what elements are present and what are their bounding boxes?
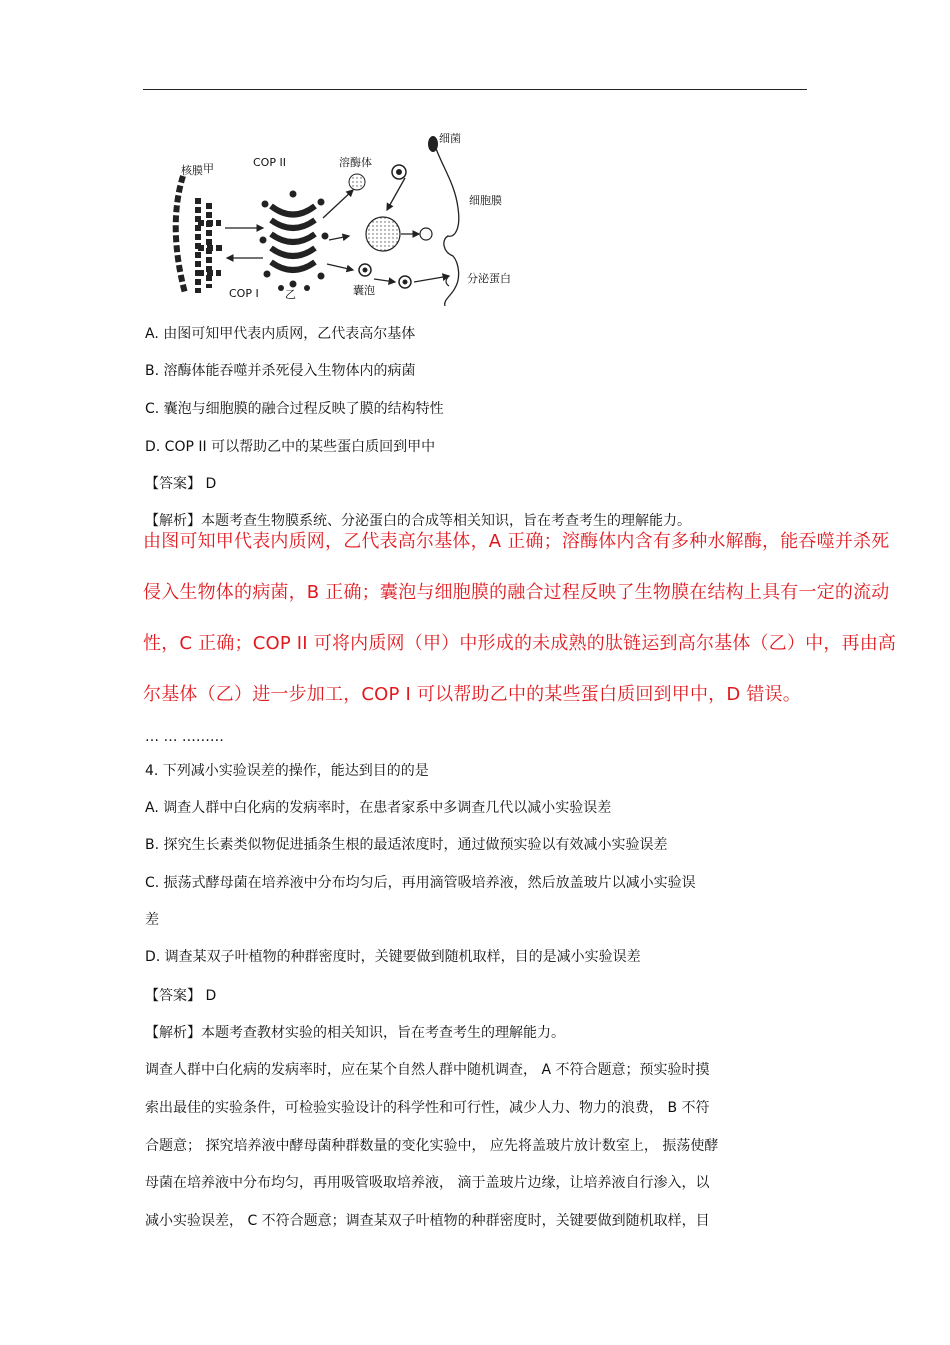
q4-option-b: B. 探究生长素类似物促进插条生根的最适浓度时，通过做预实验以有效减小实验误差	[145, 837, 668, 853]
q3-option-b: B. 溶酶体能吞噬并杀死侵入生物体内的病菌	[145, 363, 416, 379]
red-line: 性，C 正确；COP II 可将内质网（甲）中形成的未成熟的肽链运到高尔基体（乙）中，再由高	[143, 633, 897, 654]
red-line: 侵入生物体的病菌，B 正确；囊泡与细胞膜的融合过程反映了生物膜在结构上具有一定的流动	[143, 582, 890, 603]
header-rule	[143, 89, 807, 90]
q3-answer: 【答案】 D	[145, 476, 217, 492]
q4-option-c-cont: 差	[145, 912, 159, 928]
label-cop1: COP I	[229, 287, 259, 300]
nuclear-membrane-shape	[176, 176, 185, 293]
label-bacteria: 细菌	[439, 132, 461, 145]
ellipsis: … … ………	[145, 729, 224, 745]
q4-stem: 4. 下列减小实验误差的操作，能达到目的的是	[145, 763, 429, 779]
lysosome-shape	[349, 174, 365, 190]
label-secretory-protein: 分泌蛋白	[467, 272, 511, 285]
q3-option-a: A. 由图可知甲代表内质网，乙代表高尔基体	[145, 326, 416, 342]
red-line: 尔基体（乙）进一步加工，COP I 可以帮助乙中的某些蛋白质回到甲中，D 错误。	[143, 684, 801, 705]
cell-membrane-shape	[435, 146, 459, 306]
label-cell-membrane: 细胞膜	[469, 194, 502, 207]
q3-option-d: D. COP II 可以帮助乙中的某些蛋白质回到甲中	[145, 439, 436, 455]
large-vesicle-shape	[366, 217, 400, 251]
q4-answer: 【答案】 D	[145, 988, 217, 1004]
q4-option-a: A. 调查人群中白化病的发病率时，在患者家系中多调查几代以减小实验误差	[145, 800, 612, 816]
er-shape	[198, 198, 223, 293]
red-line: 由图可知甲代表内质网，乙代表高尔基体，A 正确；溶酶体内含有多种水解酶，能吞噬并杀死	[143, 531, 890, 552]
label-nuclear-membrane: 核膜	[181, 164, 203, 177]
golgi-shape	[260, 191, 329, 292]
q4-option-d: D. 调查某双子叶植物的种群密度时，关键要做到随机取样，目的是减小实验误差	[145, 949, 641, 965]
label-yi: 乙	[285, 288, 296, 301]
q4-body-line: 调查人群中白化病的发病率时，应在某个自然人群中随机调查， A 不符合题意；预实验时摸	[145, 1062, 710, 1078]
q4-option-c: C. 振荡式酵母菌在培养液中分布均匀后，再用滴管吸培养液，然后放盖玻片以减小实验误	[145, 875, 696, 891]
q4-body-line: 合题意； 探究培养液中酵母菌种群数量的变化实验中， 应先将盖玻片放计数室上， 振荡使酵	[145, 1138, 719, 1154]
q3-option-c: C. 囊泡与细胞膜的融合过程反映了膜的结构特性	[145, 401, 444, 417]
q4-body-line: 索出最佳的实验条件，可检验实验设计的科学性和可行性，减少人力、物力的浪费， B 不符	[145, 1100, 710, 1116]
q4-body-line: 减小实验误差， C 不符合题意；调查某双子叶植物的种群密度时，关键要做到随机取样，目	[145, 1213, 710, 1229]
label-vesicle: 囊泡	[353, 284, 375, 297]
label-jia: 甲	[203, 162, 214, 175]
q3-analysis: 【解析】本题考查生物膜系统、分泌蛋白的合成等相关知识，旨在考查考生的理解能力。	[145, 513, 691, 529]
cell-transport-diagram	[143, 128, 528, 306]
q4-analysis: 【解析】本题考查教材实验的相关知识，旨在考查考生的理解能力。	[145, 1025, 565, 1041]
q3-red-explanation	[143, 531, 896, 735]
label-cop2: COP II	[253, 156, 286, 169]
q4-body-line: 母菌在培养液中分布均匀，再用吸管吸取培养液， 滴于盖玻片边缘，让培养液自行渗入，以	[145, 1175, 710, 1191]
label-lysosome: 溶酶体	[339, 156, 372, 169]
